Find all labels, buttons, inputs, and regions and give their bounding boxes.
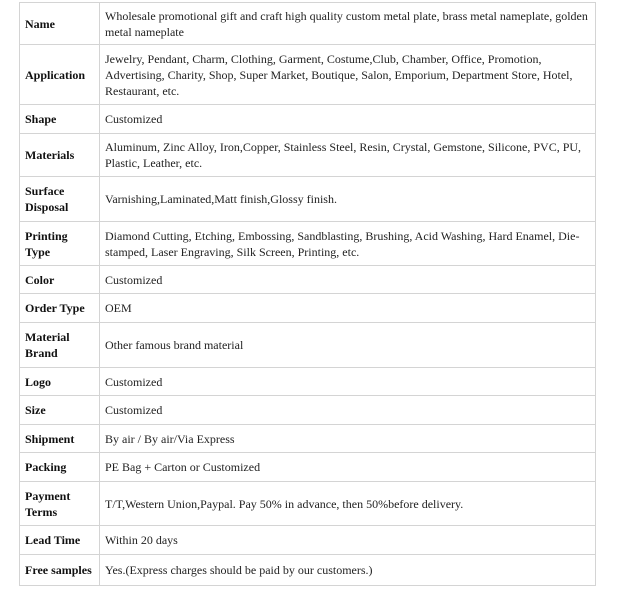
row-label: Surface Disposal [20, 177, 100, 222]
table-row [20, 294, 596, 323]
row-value: T/T,Western Union,Paypal. Pay 50% in advance, then 50%before delivery. [100, 482, 596, 526]
row-value: By air / By air/Via Express [100, 425, 596, 453]
row-value: Other famous brand material [100, 323, 596, 368]
table-row [20, 396, 596, 425]
table-row [20, 3, 596, 45]
table-row [20, 425, 596, 453]
table-row [20, 482, 596, 526]
table-row [20, 526, 596, 555]
row-label: Shape [20, 105, 100, 134]
row-label: Shipment [20, 425, 100, 453]
row-value: Customized [100, 105, 596, 134]
table-row [20, 134, 596, 177]
row-label: Printing Type [20, 222, 100, 266]
row-value: Aluminum, Zinc Alloy, Iron,Copper, Stainless Steel, Resin, Crystal, Gemstone, Silicone, PVC, PU, Plastic, Leather, etc. [100, 134, 596, 177]
table-row [20, 368, 596, 396]
row-label: Packing [20, 453, 100, 482]
row-value: Wholesale promotional gift and craft high quality custom metal plate, brass metal nameplate, golden metal nameplate [100, 3, 596, 45]
row-value: OEM [100, 294, 596, 323]
table-row [20, 555, 596, 586]
table-row [20, 45, 596, 105]
row-label: Order Type [20, 294, 100, 323]
table-row [20, 177, 596, 222]
row-label: Material Brand [20, 323, 100, 368]
row-label: Logo [20, 368, 100, 396]
row-label: Lead Time [20, 526, 100, 555]
row-label: Size [20, 396, 100, 425]
table-row [20, 266, 596, 294]
row-value: Yes.(Express charges should be paid by our customers.) [100, 555, 596, 586]
row-value: Customized [100, 368, 596, 396]
table-row [20, 453, 596, 482]
row-label: Payment Terms [20, 482, 100, 526]
row-value: PE Bag + Carton or Customized [100, 453, 596, 482]
row-value: Varnishing,Laminated,Matt finish,Glossy finish. [100, 177, 596, 222]
row-label: Materials [20, 134, 100, 177]
row-value: Jewelry, Pendant, Charm, Clothing, Garment, Costume,Club, Chamber, Office, Promotion, Advertising, Charity, Shop, Super Market, Boutique, Salon, Emporium, Department Store, Hotel, Restaurant, etc. [100, 45, 596, 105]
product-spec-table [19, 2, 596, 586]
row-label: Name [20, 3, 100, 45]
row-label: Application [20, 45, 100, 105]
row-label: Color [20, 266, 100, 294]
row-value: Customized [100, 396, 596, 425]
table-row [20, 222, 596, 266]
row-label: Free samples [20, 555, 100, 586]
table-row [20, 323, 596, 368]
table-row [20, 105, 596, 134]
row-value: Customized [100, 266, 596, 294]
row-value: Within 20 days [100, 526, 596, 555]
row-value: Diamond Cutting, Etching, Embossing, Sandblasting, Brushing, Acid Washing, Hard Enamel, Die-stamped, Laser Engraving, Silk Screen, Printing, etc. [100, 222, 596, 266]
